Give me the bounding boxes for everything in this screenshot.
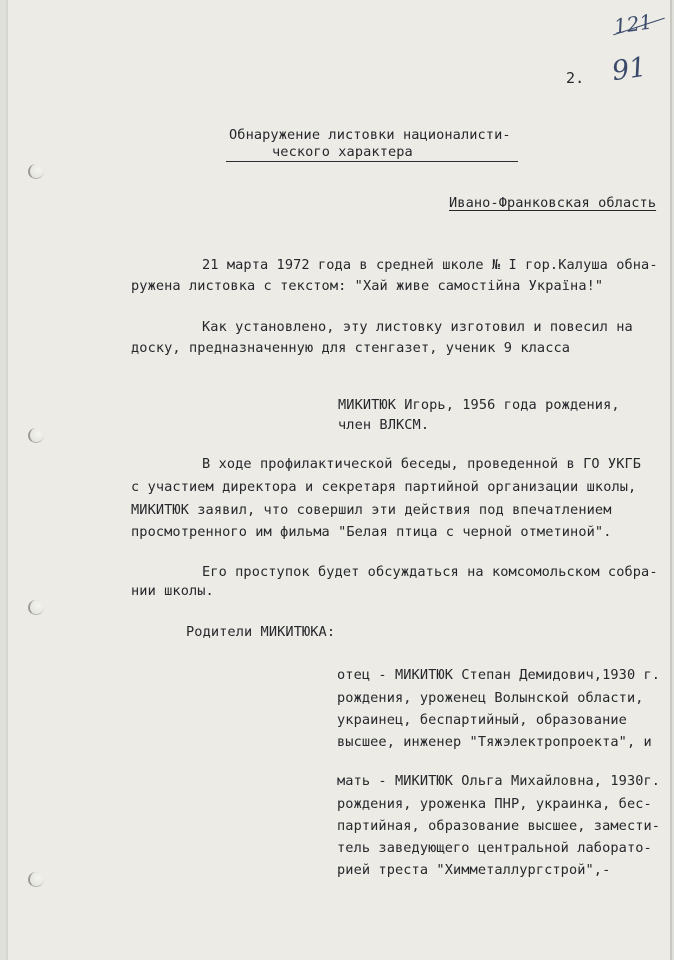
paragraph-3-line-2: с участием директора и секретаря партийной организации школы, <box>131 479 637 495</box>
person-line-2: член ВЛКСМ. <box>338 417 430 433</box>
page-number: 2. <box>566 69 585 87</box>
parents-heading: Родители МИКИТЮКА: <box>186 624 336 640</box>
struck-folio-number: 121 <box>612 9 654 39</box>
paragraph-4-line-1: Его проступок будет обсуждаться на комсомольском собра- <box>202 564 658 580</box>
father-line-2: рождения, уроженец Волынской области, <box>337 690 644 706</box>
title-underline <box>226 161 518 162</box>
mother-line-4: тель заведующего центральной лаборато- <box>337 840 652 856</box>
mother-line-3: партийная, образование высшее, замести- <box>337 818 661 834</box>
father-line-3: украинец, беспартийный, образование <box>337 712 627 728</box>
father-line-1: отец - МИКИТЮК Степан Демидович,1930 г. <box>337 667 661 683</box>
mother-line-1: мать - МИКИТЮК Ольга Михайловна, 1930г. <box>337 773 661 789</box>
punch-hole <box>28 164 44 179</box>
punch-hole <box>28 600 44 615</box>
mother-line-5: рией треста "Химметаллургстрой",- <box>337 862 611 878</box>
title-line-1: Обнаружение листовки националисти- <box>229 127 511 143</box>
father-line-4: высшее, инженер "Тяжэлектропроекта", и <box>337 734 652 750</box>
paragraph-1-line-1: 21 марта 1972 года в средней школе № I гор.Калуша обна- <box>202 257 658 273</box>
title-line-2: ческого характера <box>272 144 413 160</box>
region-heading: Ивано-Франковская область <box>449 195 657 211</box>
paragraph-3-line-1: В ходе профилактической беседы, проведенной в ГО УКГБ <box>202 456 642 472</box>
punch-hole <box>28 428 44 443</box>
folio-number: 91 <box>610 51 649 88</box>
paragraph-4-line-2: нии школы. <box>131 583 214 599</box>
person-line-1: МИКИТЮК Игорь, 1956 года рождения, <box>338 397 620 413</box>
paragraph-3-line-3: МИКИТЮК заявил, что совершил эти действия под впечатлением <box>131 502 612 518</box>
paragraph-3-line-4: просмотренного им фильма "Белая птица с черной отметиной". <box>131 524 612 540</box>
paragraph-2-line-2: доску, предназначенную для стенгазет, ученик 9 класса <box>131 340 571 356</box>
punch-hole <box>28 872 44 887</box>
mother-line-2: рождения, уроженка ПНР, украинка, бес- <box>337 796 652 812</box>
paragraph-2-line-1: Как установлено, эту листовку изготовил и повесил на <box>202 319 633 335</box>
paragraph-1-line-2: ружена листовка с текстом: "Хай живе самостійна Україна!" <box>131 278 604 294</box>
